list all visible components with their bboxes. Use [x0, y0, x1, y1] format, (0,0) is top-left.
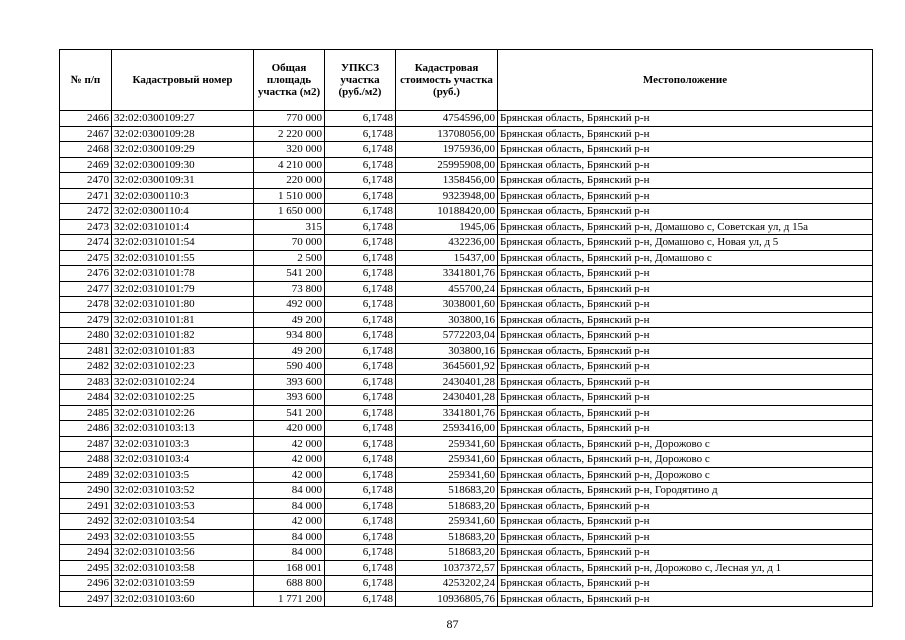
cell-location: Брянская область, Брянский р-н [498, 142, 873, 158]
table-row [60, 219, 873, 235]
cell-cadastral-number: 32:02:0300109:30 [112, 157, 254, 173]
table-row [60, 421, 873, 437]
cell-num: 2485 [60, 405, 112, 421]
cell-area: 42 000 [254, 436, 325, 452]
cell-location: Брянская область, Брянский р-н, Дорожово с [498, 452, 873, 468]
table-row [60, 436, 873, 452]
cell-cadastral-cost: 10936805,76 [396, 591, 498, 607]
cell-cadastral-cost: 259341,60 [396, 452, 498, 468]
cell-cadastral-number: 32:02:0310103:13 [112, 421, 254, 437]
cell-location: Брянская область, Брянский р-н [498, 157, 873, 173]
cell-area: 2 500 [254, 250, 325, 266]
cell-cadastral-number: 32:02:0310101:78 [112, 266, 254, 282]
cell-cadastral-cost: 2430401,28 [396, 390, 498, 406]
cell-upksz: 6,1748 [325, 235, 396, 251]
cell-num: 2475 [60, 250, 112, 266]
cell-upksz: 6,1748 [325, 545, 396, 561]
table-row [60, 235, 873, 251]
cell-area: 320 000 [254, 142, 325, 158]
cell-location: Брянская область, Брянский р-н, Домашово с [498, 250, 873, 266]
cell-cadastral-number: 32:02:0310102:23 [112, 359, 254, 375]
cell-cadastral-number: 32:02:0300109:31 [112, 173, 254, 189]
cell-cadastral-number: 32:02:0310101:4 [112, 219, 254, 235]
cell-cadastral-number: 32:02:0310103:3 [112, 436, 254, 452]
cell-area: 73 800 [254, 281, 325, 297]
cell-num: 2467 [60, 126, 112, 142]
cell-num: 2488 [60, 452, 112, 468]
cell-upksz: 6,1748 [325, 157, 396, 173]
cell-cadastral-cost: 4754596,00 [396, 111, 498, 127]
header-upksz: УПКСЗ участка (руб./м2) [325, 50, 396, 111]
cell-cadastral-number: 32:02:0310103:58 [112, 560, 254, 576]
cell-num: 2490 [60, 483, 112, 499]
cell-cadastral-cost: 518683,20 [396, 483, 498, 499]
cell-cadastral-cost: 1037372,57 [396, 560, 498, 576]
table-row [60, 126, 873, 142]
cell-num: 2472 [60, 204, 112, 220]
cell-cadastral-number: 32:02:0310103:55 [112, 529, 254, 545]
cell-location: Брянская область, Брянский р-н, Дорожово с [498, 436, 873, 452]
cell-location: Брянская область, Брянский р-н [498, 390, 873, 406]
cell-location: Брянская область, Брянский р-н, Городятино д [498, 483, 873, 499]
table-row [60, 390, 873, 406]
cell-upksz: 6,1748 [325, 126, 396, 142]
cell-num: 2497 [60, 591, 112, 607]
cell-cadastral-cost: 518683,20 [396, 529, 498, 545]
cell-area: 770 000 [254, 111, 325, 127]
cell-num: 2466 [60, 111, 112, 127]
cell-location: Брянская область, Брянский р-н [498, 297, 873, 313]
table-row [60, 266, 873, 282]
cell-upksz: 6,1748 [325, 421, 396, 437]
cell-cadastral-number: 32:02:0310102:26 [112, 405, 254, 421]
cell-upksz: 6,1748 [325, 359, 396, 375]
cell-num: 2482 [60, 359, 112, 375]
cell-cadastral-cost: 3645601,92 [396, 359, 498, 375]
cell-cadastral-number: 32:02:0310101:54 [112, 235, 254, 251]
cell-area: 42 000 [254, 467, 325, 483]
table-row [60, 281, 873, 297]
cell-cadastral-cost: 259341,60 [396, 467, 498, 483]
cell-cadastral-number: 32:02:0310101:80 [112, 297, 254, 313]
table-row [60, 188, 873, 204]
cell-num: 2479 [60, 312, 112, 328]
cell-cadastral-cost: 1945,06 [396, 219, 498, 235]
cell-location: Брянская область, Брянский р-н [498, 188, 873, 204]
cell-num: 2491 [60, 498, 112, 514]
cell-upksz: 6,1748 [325, 343, 396, 359]
cell-area: 1 771 200 [254, 591, 325, 607]
cell-location: Брянская область, Брянский р-н [498, 126, 873, 142]
cell-location: Брянская область, Брянский р-н [498, 328, 873, 344]
header-cadastral-number: Кадастровый номер [112, 50, 254, 111]
cell-upksz: 6,1748 [325, 591, 396, 607]
table-row [60, 359, 873, 375]
cell-upksz: 6,1748 [325, 188, 396, 204]
cell-cadastral-number: 32:02:0310103:59 [112, 576, 254, 592]
cell-cadastral-number: 32:02:0310103:4 [112, 452, 254, 468]
cell-location: Брянская область, Брянский р-н [498, 576, 873, 592]
cell-location: Брянская область, Брянский р-н [498, 343, 873, 359]
cell-num: 2493 [60, 529, 112, 545]
cell-cadastral-cost: 303800,16 [396, 343, 498, 359]
cell-num: 2484 [60, 390, 112, 406]
cell-location: Брянская область, Брянский р-н, Дорожово с, Лесная ул, д 1 [498, 560, 873, 576]
cell-cadastral-cost: 259341,60 [396, 514, 498, 530]
cell-location: Брянская область, Брянский р-н [498, 374, 873, 390]
cell-area: 84 000 [254, 483, 325, 499]
cell-cadastral-number: 32:02:0310102:25 [112, 390, 254, 406]
cell-num: 2474 [60, 235, 112, 251]
cell-cadastral-cost: 518683,20 [396, 498, 498, 514]
cell-num: 2478 [60, 297, 112, 313]
cell-upksz: 6,1748 [325, 436, 396, 452]
header-row [60, 50, 873, 111]
cell-num: 2470 [60, 173, 112, 189]
table-row [60, 560, 873, 576]
table-row [60, 297, 873, 313]
cell-cadastral-number: 32:02:0300109:29 [112, 142, 254, 158]
cell-upksz: 6,1748 [325, 219, 396, 235]
cell-cadastral-cost: 1975936,00 [396, 142, 498, 158]
cell-location: Брянская область, Брянский р-н [498, 266, 873, 282]
cell-area: 49 200 [254, 343, 325, 359]
cell-upksz: 6,1748 [325, 281, 396, 297]
table-row [60, 343, 873, 359]
cell-location: Брянская область, Брянский р-н [498, 359, 873, 375]
cell-cadastral-cost: 4253202,24 [396, 576, 498, 592]
cell-area: 393 600 [254, 390, 325, 406]
table-row [60, 374, 873, 390]
cell-cadastral-cost: 3038001,60 [396, 297, 498, 313]
cell-area: 2 220 000 [254, 126, 325, 142]
cell-num: 2483 [60, 374, 112, 390]
cell-num: 2473 [60, 219, 112, 235]
cell-cadastral-cost: 10188420,00 [396, 204, 498, 220]
cell-cadastral-cost: 518683,20 [396, 545, 498, 561]
header-location: Местоположение [498, 50, 873, 111]
cell-cadastral-number: 32:02:0300109:27 [112, 111, 254, 127]
cell-upksz: 6,1748 [325, 328, 396, 344]
cell-cadastral-number: 32:02:0310101:81 [112, 312, 254, 328]
header-area: Общая площадь участка (м2) [254, 50, 325, 111]
cell-upksz: 6,1748 [325, 390, 396, 406]
cell-area: 1 650 000 [254, 204, 325, 220]
cell-area: 420 000 [254, 421, 325, 437]
cadastral-table [59, 49, 873, 607]
cell-num: 2496 [60, 576, 112, 592]
cell-location: Брянская область, Брянский р-н [498, 514, 873, 530]
cell-upksz: 6,1748 [325, 452, 396, 468]
cell-cadastral-cost: 5772203,04 [396, 328, 498, 344]
cell-num: 2471 [60, 188, 112, 204]
cell-area: 84 000 [254, 498, 325, 514]
header-num: № п/п [60, 50, 112, 111]
cell-cadastral-number: 32:02:0310103:54 [112, 514, 254, 530]
cell-area: 590 400 [254, 359, 325, 375]
cell-cadastral-cost: 2430401,28 [396, 374, 498, 390]
table-row [60, 498, 873, 514]
cell-cadastral-number: 32:02:0300110:4 [112, 204, 254, 220]
cell-area: 42 000 [254, 514, 325, 530]
cell-area: 168 001 [254, 560, 325, 576]
cell-cadastral-number: 32:02:0310101:55 [112, 250, 254, 266]
cell-location: Брянская область, Брянский р-н [498, 312, 873, 328]
cell-upksz: 6,1748 [325, 374, 396, 390]
table-row [60, 405, 873, 421]
cell-area: 220 000 [254, 173, 325, 189]
cell-upksz: 6,1748 [325, 514, 396, 530]
cell-cadastral-number: 32:02:0300110:3 [112, 188, 254, 204]
cell-cadastral-number: 32:02:0310103:56 [112, 545, 254, 561]
cell-area: 934 800 [254, 328, 325, 344]
cell-upksz: 6,1748 [325, 266, 396, 282]
cell-location: Брянская область, Брянский р-н, Домашово с, Советская ул, д 15а [498, 219, 873, 235]
cell-num: 2494 [60, 545, 112, 561]
cell-upksz: 6,1748 [325, 529, 396, 545]
cell-cadastral-number: 32:02:0310101:79 [112, 281, 254, 297]
table-body [60, 111, 873, 607]
cell-upksz: 6,1748 [325, 250, 396, 266]
cell-cadastral-cost: 1358456,00 [396, 173, 498, 189]
cell-area: 84 000 [254, 545, 325, 561]
cell-location: Брянская область, Брянский р-н [498, 204, 873, 220]
cell-area: 70 000 [254, 235, 325, 251]
cell-area: 393 600 [254, 374, 325, 390]
cell-cadastral-number: 32:02:0310103:60 [112, 591, 254, 607]
table-row [60, 529, 873, 545]
cell-cadastral-cost: 3341801,76 [396, 405, 498, 421]
cell-cadastral-cost: 2593416,00 [396, 421, 498, 437]
cell-num: 2486 [60, 421, 112, 437]
cell-area: 315 [254, 219, 325, 235]
table-row [60, 591, 873, 607]
cell-area: 4 210 000 [254, 157, 325, 173]
cell-cadastral-number: 32:02:0310101:83 [112, 343, 254, 359]
cell-location: Брянская область, Брянский р-н [498, 591, 873, 607]
table-row [60, 514, 873, 530]
cell-upksz: 6,1748 [325, 297, 396, 313]
cell-cadastral-number: 32:02:0310103:5 [112, 467, 254, 483]
cell-upksz: 6,1748 [325, 560, 396, 576]
cell-cadastral-cost: 13708056,00 [396, 126, 498, 142]
table-row [60, 157, 873, 173]
cell-upksz: 6,1748 [325, 405, 396, 421]
cell-location: Брянская область, Брянский р-н [498, 405, 873, 421]
cell-area: 492 000 [254, 297, 325, 313]
cell-cadastral-cost: 9323948,00 [396, 188, 498, 204]
cell-cadastral-number: 32:02:0310103:52 [112, 483, 254, 499]
cell-upksz: 6,1748 [325, 483, 396, 499]
table-row [60, 111, 873, 127]
cell-cadastral-number: 32:02:0310103:53 [112, 498, 254, 514]
cell-area: 42 000 [254, 452, 325, 468]
cell-num: 2477 [60, 281, 112, 297]
cell-upksz: 6,1748 [325, 576, 396, 592]
cell-num: 2487 [60, 436, 112, 452]
cell-area: 541 200 [254, 405, 325, 421]
cell-upksz: 6,1748 [325, 312, 396, 328]
cell-area: 688 800 [254, 576, 325, 592]
table-header [60, 50, 873, 111]
cell-location: Брянская область, Брянский р-н [498, 111, 873, 127]
cell-upksz: 6,1748 [325, 111, 396, 127]
cell-location: Брянская область, Брянский р-н, Дорожово с [498, 467, 873, 483]
cell-cadastral-number: 32:02:0310102:24 [112, 374, 254, 390]
cell-location: Брянская область, Брянский р-н [498, 545, 873, 561]
cell-area: 84 000 [254, 529, 325, 545]
cell-cadastral-cost: 15437,00 [396, 250, 498, 266]
cell-location: Брянская область, Брянский р-н [498, 173, 873, 189]
cell-cadastral-number: 32:02:0300109:28 [112, 126, 254, 142]
table-row [60, 204, 873, 220]
cell-area: 49 200 [254, 312, 325, 328]
cell-num: 2476 [60, 266, 112, 282]
table-row [60, 142, 873, 158]
cell-num: 2492 [60, 514, 112, 530]
cell-location: Брянская область, Брянский р-н [498, 281, 873, 297]
cell-upksz: 6,1748 [325, 498, 396, 514]
header-cadastral-cost: Кадастровая стоимость участка (руб.) [396, 50, 498, 111]
cell-num: 2495 [60, 560, 112, 576]
table-row [60, 483, 873, 499]
table-row [60, 467, 873, 483]
table-row [60, 452, 873, 468]
table-row [60, 328, 873, 344]
table-row [60, 576, 873, 592]
cell-cadastral-cost: 259341,60 [396, 436, 498, 452]
cell-cadastral-cost: 303800,16 [396, 312, 498, 328]
cell-location: Брянская область, Брянский р-н, Домашово с, Новая ул, д 5 [498, 235, 873, 251]
cell-location: Брянская область, Брянский р-н [498, 529, 873, 545]
cell-cadastral-cost: 3341801,76 [396, 266, 498, 282]
cell-num: 2469 [60, 157, 112, 173]
cell-cadastral-number: 32:02:0310101:82 [112, 328, 254, 344]
cell-upksz: 6,1748 [325, 142, 396, 158]
cell-cadastral-cost: 455700,24 [396, 281, 498, 297]
cell-location: Брянская область, Брянский р-н [498, 421, 873, 437]
cell-area: 541 200 [254, 266, 325, 282]
cell-cadastral-cost: 25995908,00 [396, 157, 498, 173]
cell-upksz: 6,1748 [325, 204, 396, 220]
table-row [60, 312, 873, 328]
page-number: 87 [446, 617, 459, 631]
cell-num: 2468 [60, 142, 112, 158]
table-row [60, 173, 873, 189]
cell-num: 2481 [60, 343, 112, 359]
cell-num: 2480 [60, 328, 112, 344]
table-row [60, 545, 873, 561]
cell-num: 2489 [60, 467, 112, 483]
table-row [60, 250, 873, 266]
cell-upksz: 6,1748 [325, 467, 396, 483]
cell-location: Брянская область, Брянский р-н [498, 498, 873, 514]
cell-upksz: 6,1748 [325, 173, 396, 189]
cell-area: 1 510 000 [254, 188, 325, 204]
cell-cadastral-cost: 432236,00 [396, 235, 498, 251]
